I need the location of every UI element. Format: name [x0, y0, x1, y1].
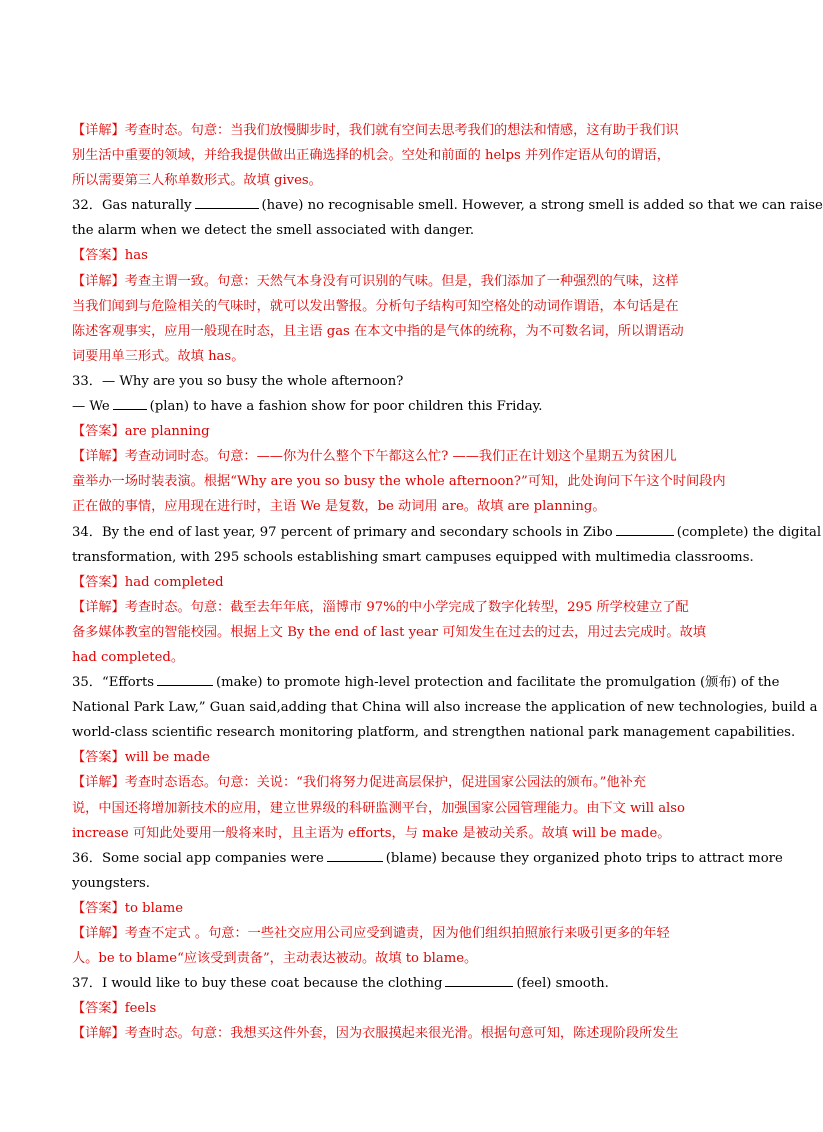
line-text: 童举办一场时装表演。根据“Why are you so busy the whole afternoon?”可知，此处询问下午这个时间段内 [72, 474, 726, 490]
answer-explanation-line [72, 143, 728, 168]
question-line [72, 670, 780, 695]
question-line [72, 218, 728, 243]
line-text: 别生活中重要的领域，并给我提供做出正确选择的机会。空处和前面的 helps 并列作定语从句的谓语， [72, 148, 670, 164]
line-text: 【详解】考查时态。句意：截至去年年底，淄博市 97%的中小学完成了数字化转型，295 所学校建立了配 [72, 599, 689, 615]
line-text: youngsters. [72, 875, 150, 891]
line-text: 32．Gas naturally [72, 198, 192, 214]
answer-explanation-line [72, 444, 728, 469]
answer-explanation-line [72, 1021, 728, 1046]
answer-explanation-line [72, 269, 728, 294]
line-text: 34．By the end of last year, 97 percent of primary and secondary schools in Zibo [72, 524, 613, 540]
line-text: 【详解】考查主谓一致。句意：天然气本身没有可识别的气味。但是，我们添加了一种强烈的气味，这样 [72, 273, 679, 289]
answer-explanation-line [72, 469, 728, 494]
line-text-after-blank: (plan) to have a fashion show for poor children this Friday. [149, 399, 543, 415]
answer-explanation-line [72, 570, 728, 595]
answer-explanation-line [72, 494, 728, 519]
answer-explanation-line [72, 595, 728, 620]
line-text: world-class scientific research monitoring platform, and strengthen national park management capabilities. [72, 725, 796, 741]
line-text: 37．I would like to buy these coat because the clothing [72, 976, 443, 992]
answer-explanation-line [72, 419, 728, 444]
line-text: 当我们闻到与危险相关的气味时，就可以发出警报。分析句子结构可知空格处的动词作谓语，本句话是在 [72, 298, 679, 314]
question-line [72, 193, 823, 218]
line-text: 【答案】had completed [72, 574, 224, 590]
line-text: 【答案】will be made [72, 750, 210, 766]
answer-blank [327, 849, 383, 862]
line-text: 备多媒体教室的智能校园。根据上文 By the end of last year 可知发生在过去的过去，用过去完成时。故填 [72, 624, 706, 640]
line-text: 【详解】考查时态。句意：当我们放慢脚步时，我们就有空间去思考我们的想法和情感，这有助于我们识 [72, 123, 679, 138]
answer-explanation-line [72, 821, 728, 846]
line-text: had completed。 [72, 649, 185, 665]
answer-explanation-line [72, 243, 728, 268]
answer-explanation-line [72, 118, 728, 143]
line-text: 33．— Why are you so busy the whole afternoon? [72, 373, 404, 389]
line-text-after-blank: (feel) smooth. [516, 976, 609, 992]
question-line [72, 369, 728, 394]
line-text: 36．Some social app companies were [72, 850, 324, 866]
line-text: 词要用单三形式。故填 has。 [72, 348, 245, 364]
line-text: 【答案】has [72, 248, 148, 264]
line-text: 正在做的事情，应用现在进行时，主语 We 是复数，be 动词用 are。故填 are planning。 [72, 499, 606, 515]
document-body [72, 118, 823, 1046]
answer-explanation-line [72, 896, 728, 921]
answer-explanation-line [72, 796, 728, 821]
line-text: 说，中国还将增加新技术的应用，建立世界级的科研监测平台，加强国家公园管理能力。由下文 will also [72, 800, 685, 816]
answer-explanation-line [72, 620, 728, 645]
line-text: increase 可知此处要用一般将来时，且主语为 efforts，与 make 是被动关系。故填 will be made。 [72, 825, 671, 841]
line-text-after-blank: (make) to promote high-level protection and facilitate the promulgation (颁布) of the [216, 675, 780, 691]
question-line [72, 720, 796, 745]
question-line [72, 695, 818, 720]
question-line [72, 520, 822, 545]
answer-blank [113, 397, 147, 410]
answer-explanation-line [72, 946, 728, 971]
answer-blank [616, 523, 674, 536]
line-text: National Park Law,” Guan said,adding that China will also increase the application of new technologies, build a [72, 700, 818, 716]
line-text: 【详解】考查时态。句意：我想买这件外套，因为衣服摸起来很光滑。根据句意可知，陈述现阶段所发生 [72, 1026, 679, 1042]
line-text-after-blank: (have) no recognisable smell. However, a strong smell is added so that we can raise [261, 198, 823, 214]
line-text: the alarm when we detect the smell associated with danger. [72, 223, 475, 239]
line-text: 【答案】feels [72, 1001, 157, 1017]
answer-explanation-line [72, 294, 728, 319]
answer-explanation-line [72, 770, 728, 795]
question-line [72, 871, 728, 896]
line-text: 【答案】are planning [72, 424, 210, 440]
answer-explanation-line [72, 645, 728, 670]
line-text: 人。be to blame“应该受到责备”，主动表达被动。故填 to blame。 [72, 951, 478, 967]
line-text: 【详解】考查不定式 。句意：一些社交应用公司应受到谴责，因为他们组织拍照旅行来吸引更多的年轻 [72, 926, 670, 941]
line-text: 【详解】考查动词时态。句意：——你为什么整个下午都这么忙? ——我们正在计划这个星期五为贫困儿 [72, 449, 677, 465]
line-text: — We [72, 399, 110, 415]
question-line [72, 846, 783, 871]
answer-explanation-line [72, 921, 728, 946]
line-text: 所以需要第三人称单数形式。故填 gives。 [72, 173, 322, 189]
answer-explanation-line [72, 168, 728, 193]
answer-explanation-line [72, 344, 728, 369]
line-text: transformation, with 295 schools establishing smart campuses equipped with multimedia classrooms. [72, 549, 754, 565]
line-text: 【答案】to blame [72, 900, 184, 916]
answer-blank [157, 673, 213, 686]
question-line [72, 394, 728, 419]
line-text: 35．“Efforts [72, 675, 155, 691]
line-text-after-blank: (complete) the digital [676, 524, 822, 540]
line-text-after-blank: (blame) because they organized photo trips to attract more [385, 850, 783, 866]
answer-blank [445, 974, 513, 987]
answer-explanation-line [72, 996, 728, 1021]
line-text: 【详解】考查时态语态。句意：关说：“我们将努力促进高层保护，促进国家公园法的颁布。”他补充 [72, 775, 646, 791]
answer-blank [195, 196, 259, 209]
question-line [72, 545, 754, 570]
line-text: 陈述客观事实，应用一般现在时态，且主语 gas 在本文中指的是气体的统称，为不可数名词，所以谓语动 [72, 323, 684, 339]
answer-explanation-line [72, 745, 728, 770]
answer-explanation-line [72, 319, 728, 344]
question-line [72, 971, 728, 996]
